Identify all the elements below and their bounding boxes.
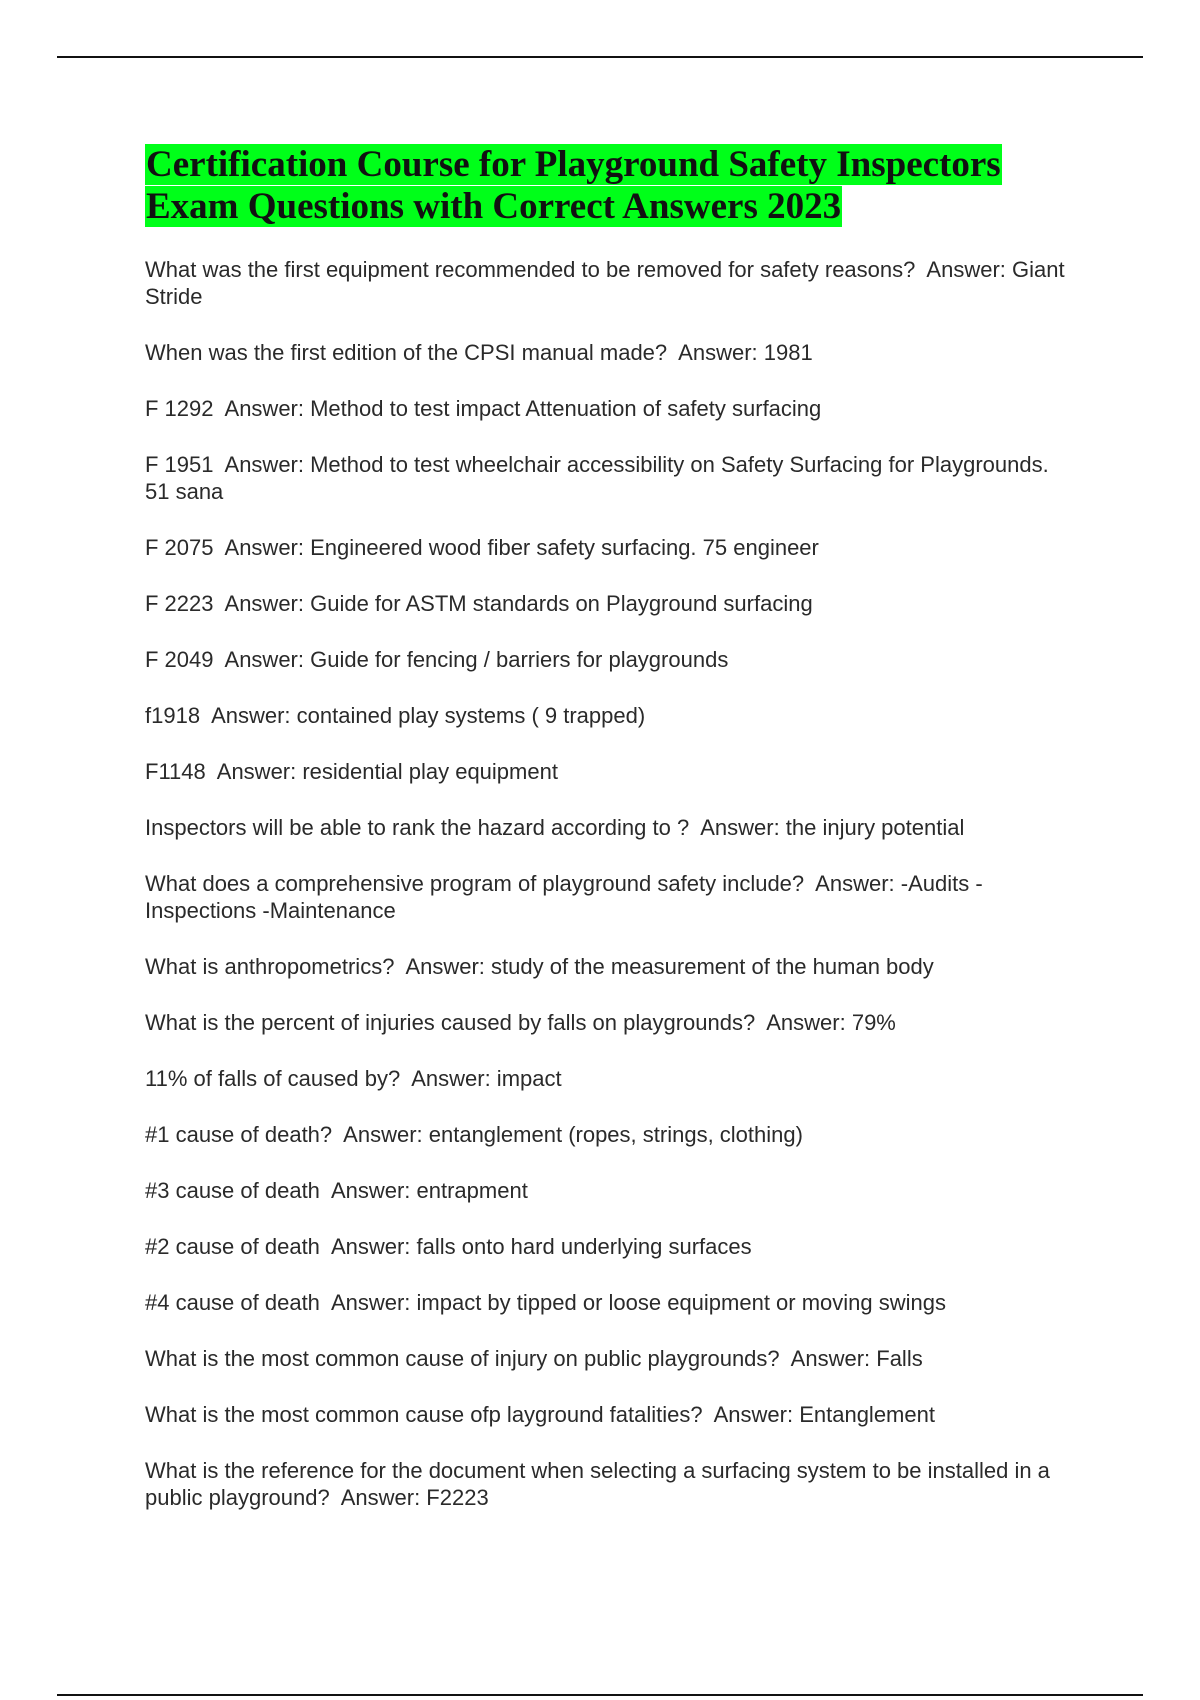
answer-text: Answer: impact by tipped or loose equipment or moving swings xyxy=(330,1290,947,1315)
qa-item xyxy=(145,1457,1065,1511)
answer-text: Answer: Guide for ASTM standards on Playground surfacing xyxy=(224,591,813,616)
question-text: #1 cause of death? xyxy=(145,1122,333,1147)
qa-list xyxy=(145,256,1065,1511)
answer-text: Answer: 79% xyxy=(766,1010,896,1035)
document-body xyxy=(145,144,1065,1540)
answer-text: Answer: impact xyxy=(411,1066,562,1091)
answer-text: Answer: Method to test wheelchair accessibility on Safety Surfacing for Playgrounds. 51 sana xyxy=(145,452,1049,504)
qa-item xyxy=(145,1065,1065,1092)
question-text: #4 cause of death xyxy=(145,1290,320,1315)
question-text: Inspectors will be able to rank the hazard according to ? xyxy=(145,815,690,840)
qa-item xyxy=(145,646,1065,673)
answer-text: Answer: entanglement (ropes, strings, clothing) xyxy=(343,1122,803,1147)
answer-text: Answer: study of the measurement of the human body xyxy=(405,954,934,979)
question-text: What does a comprehensive program of playground safety include? xyxy=(145,871,805,896)
qa-item xyxy=(145,1233,1065,1260)
qa-item xyxy=(145,1401,1065,1428)
answer-text: Answer: Method to test impact Attenuation of safety surfacing xyxy=(224,396,822,421)
title-line-2: Exam Questions with Correct Answers 2023 xyxy=(146,186,842,227)
question-text: What is the percent of injuries caused by falls on playgrounds? xyxy=(145,1010,756,1035)
question-text: F 1951 xyxy=(145,452,214,477)
answer-text: Answer: entrapment xyxy=(330,1178,528,1203)
question-text: What is the reference for the document when selecting a surfacing system to be installed in a public playground? xyxy=(145,1458,1050,1510)
qa-item xyxy=(145,1345,1065,1372)
answer-text: Answer: residential play equipment xyxy=(216,759,558,784)
qa-item xyxy=(145,870,1065,924)
question-text: 11% of falls of caused by? xyxy=(145,1066,401,1091)
qa-item xyxy=(145,256,1065,310)
answer-text: Answer: Guide for fencing / barriers for playgrounds xyxy=(224,647,729,672)
bottom-divider xyxy=(57,1694,1143,1696)
answer-text: Answer: F2223 xyxy=(340,1485,489,1510)
top-divider xyxy=(57,56,1143,58)
question-text: What is the most common cause ofp layground fatalities? xyxy=(145,1402,703,1427)
question-text: When was the first edition of the CPSI manual made? xyxy=(145,340,668,365)
qa-item xyxy=(145,451,1065,505)
question-text: F 1292 xyxy=(145,396,214,421)
qa-item xyxy=(145,814,1065,841)
qa-item xyxy=(145,534,1065,561)
question-text: F1148 xyxy=(145,759,206,784)
question-text: F 2223 xyxy=(145,591,214,616)
question-text: What is anthropometrics? xyxy=(145,954,395,979)
answer-text: Answer: falls onto hard underlying surfaces xyxy=(330,1234,752,1259)
question-text: f1918 xyxy=(145,703,201,728)
answer-text: Answer: 1981 xyxy=(678,340,813,365)
question-text: F 2049 xyxy=(145,647,214,672)
title-line-1: Certification Course for Playground Safety Inspectors xyxy=(146,144,1001,185)
qa-item xyxy=(145,590,1065,617)
answer-text: Answer: Falls xyxy=(790,1346,923,1371)
question-text: What was the first equipment recommended to be removed for safety reasons? xyxy=(145,257,916,282)
answer-text: Answer: -Audits -Inspections -Maintenance xyxy=(145,871,983,923)
qa-item xyxy=(145,1289,1065,1316)
qa-item xyxy=(145,702,1065,729)
answer-text: Answer: Entanglement xyxy=(713,1402,935,1427)
qa-item xyxy=(145,758,1065,785)
qa-item xyxy=(145,1121,1065,1148)
answer-text: Answer: Engineered wood fiber safety surfacing. 75 engineer xyxy=(224,535,819,560)
qa-item xyxy=(145,339,1065,366)
answer-text: Answer: contained play systems ( 9 trapped) xyxy=(211,703,646,728)
qa-item xyxy=(145,953,1065,980)
qa-item xyxy=(145,1177,1065,1204)
question-text: F 2075 xyxy=(145,535,214,560)
qa-item xyxy=(145,1009,1065,1036)
qa-item xyxy=(145,395,1065,422)
answer-text: Answer: Giant Stride xyxy=(145,257,1065,309)
answer-text: Answer: the injury potential xyxy=(700,815,965,840)
question-text: What is the most common cause of injury on public playgrounds? xyxy=(145,1346,780,1371)
question-text: #2 cause of death xyxy=(145,1234,320,1259)
document-title xyxy=(145,144,1065,228)
question-text: #3 cause of death xyxy=(145,1178,320,1203)
